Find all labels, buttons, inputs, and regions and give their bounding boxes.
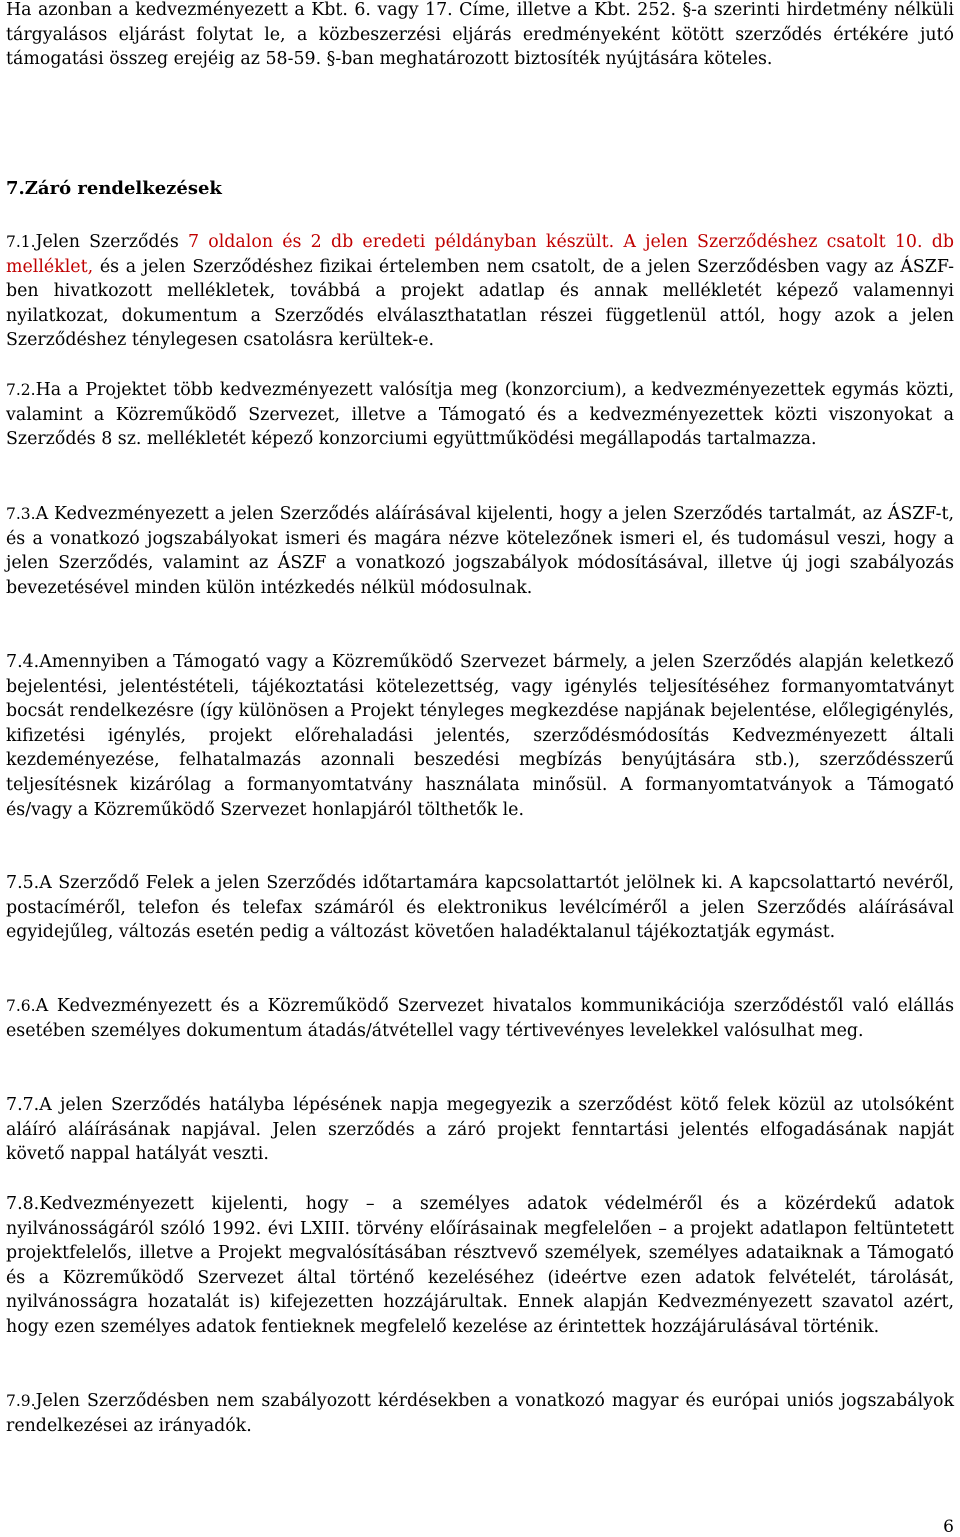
clause-text: és a jelen Szerződéshez fizikai értelemben nem csatolt, de a jelen Szerződésben vagy az ÁSZF-ben hivatkozott mellékletek, továbbá a projekt adatlap és annak mellékletét képező valamennyi nyilatkozat, dokumentum a Szerződés elválaszthatatlan részei függetlenül attól, hogy azok a jelen Szerződéshez ténylegesen csatolásra kerültek-e. bbox=[6, 256, 954, 351]
intro-paragraph: Ha azonban a kedvezményezett a Kbt. 6. vagy 17. Címe, illetve a Kbt. 252. §-a szerinti hirdetmény nélküli tárgyalásos eljárást folytat le, a közbeszerzési eljárás eredményeként kötött szerződés értékére jutó támogatási összeg erejéig az 58-59. §-ban meghatározott biztosíték nyújtására köteles. bbox=[6, 0, 954, 70]
highlighted-text: 7 oldalon és 2 db eredeti példányban készült. A jelen Szerződéshez csatolt 10. db melléklet, bbox=[6, 232, 954, 277]
clause-number: 7.6. bbox=[6, 997, 36, 1015]
clause-number: 7.8. bbox=[6, 1194, 40, 1214]
clause-text: Ha a Projektet több kedvezményezett valósítja meg (konzorcium), a kedvezményezettek egymás közti, valamint a Közreműködő Szervezet, illetve a Támogató és a kedvezményezettek közti viszonyokat a Szerződés 8 sz. mellékletét képező konzorciumi együttműködési megállapodás tartalmazza. bbox=[6, 380, 954, 450]
clause-number: 7.4. bbox=[6, 652, 40, 672]
clause-text: Kedvezményezett kijelenti, hogy – a személyes adatok védelméről és a közérdekű adatok nyilvánosságáról szóló 1992. évi LXIII. törvény előírásainak megfelelően – a projekt adatlapon feltüntetett projektfelelős, illetve a Projekt megvalósításában résztvevő személyek, személyes adataiknak a Támogató és a Közreműködő Szervezet által történő kezeléséhez (ideértve ezen adatok felvételét, tárolását, nyilvánosságra hozatalát is) kifejezetten hozzájárultak. Ennek alapján Kedvezményezett szavatol azért, hogy ezen személyes adatok fentieknek megfelelő kezelése az érintettek hozzájárulásával történik. bbox=[6, 1194, 954, 1337]
clause-number: 7.3. bbox=[6, 505, 36, 523]
clause-text: A Szerződő Felek a jelen Szerződés időtartamára kapcsolattartót jelölnek ki. A kapcsolattartó nevéről, postacíméről, telefon és telefax számáról és elektronikus levélcíméről a jelen Szerződés aláírásával egyidejűleg, változás esetén pedig a változást követően haladéktalanul tájékoztatják egymást. bbox=[6, 873, 954, 943]
clause-7-2 bbox=[6, 378, 954, 452]
clause-text: Jelen Szerződésben nem szabályozott kérdésekben a vonatkozó magyar és európai uniós jogszabályok rendelkezései az irányadók. bbox=[6, 1391, 954, 1436]
clause-text: A jelen Szerződés hatályba lépésének napja megegyezik a szerződést kötő felek közül az utolsóként aláíró aláírásának napjával. Jelen szerződés a záró projekt fenntartási jelentés elfogadásának napját követő nappal hatályát veszti. bbox=[6, 1095, 954, 1165]
clause-number: 7.7. bbox=[6, 1095, 40, 1115]
clause-7-3 bbox=[6, 502, 954, 600]
clause-7-9 bbox=[6, 1389, 954, 1438]
clause-text: Amennyiben a Támogató vagy a Közreműködő Szervezet bármely, a jelen Szerződés alapján keletkező bejelentési, jelentéstételi, tájékoztatási kötelezettség, vagy igénylés teljesítéséhez formanyomtatványt bocsát rendelkezésre (így különösen a Projekt tényleges megkezdése napjának bejelentése, előlegigénylés, kifizetési igénylés, projekt előrehaladási jelentés, szerződésmódosítás Kedvezményezett általi kezdeményezése, felhatalmazás azonnali beszedési megbízás benyújtására stb.), szerződésszerű teljesítésnek kizárólag a formanyomtatvány használata minősül. A formanyomtatványok a Támogató és/vagy a Közreműködő Szervezet honlapjáról tölthetők le. bbox=[6, 652, 954, 820]
clause-7-6 bbox=[6, 994, 954, 1043]
clause-number: 7.5. bbox=[6, 873, 40, 893]
clause-7-5 bbox=[6, 871, 954, 945]
section-heading: 7.Záró rendelkezések bbox=[6, 178, 222, 199]
page-number: 6 bbox=[943, 1517, 954, 1537]
clause-number: 7.2. bbox=[6, 381, 36, 399]
clause-text: A Kedvezményezett a jelen Szerződés aláírásával kijelenti, hogy a jelen Szerződés tartalmát, az ÁSZF-t, és a vonatkozó jogszabályokat ismeri és magára nézve kötelezőnek ismeri el, és tudomásul veszi, hogy a jelen Szerződés, valamint az ÁSZF a vonatkozó jogszabályok módosításával, illetve új jogi szabályozás bevezetésével minden külön intézkedés nélkül módosulnak. bbox=[6, 504, 954, 598]
clause-number: 7.1. bbox=[6, 233, 36, 251]
clause-7-1 bbox=[6, 230, 954, 353]
clause-number: 7.9. bbox=[6, 1392, 36, 1410]
clause-text: A Kedvezményezett és a Közreműködő Szervezet hivatalos kommunikációja szerződéstől való elállás esetében személyes dokumentum átadás/átvétellel vagy tértivevényes levelekkel valósulhat meg. bbox=[6, 996, 954, 1041]
clause-text: Jelen Szerződés bbox=[35, 232, 188, 252]
clause-7-7 bbox=[6, 1093, 954, 1167]
clause-7-8 bbox=[6, 1192, 954, 1340]
clause-7-4 bbox=[6, 650, 954, 822]
